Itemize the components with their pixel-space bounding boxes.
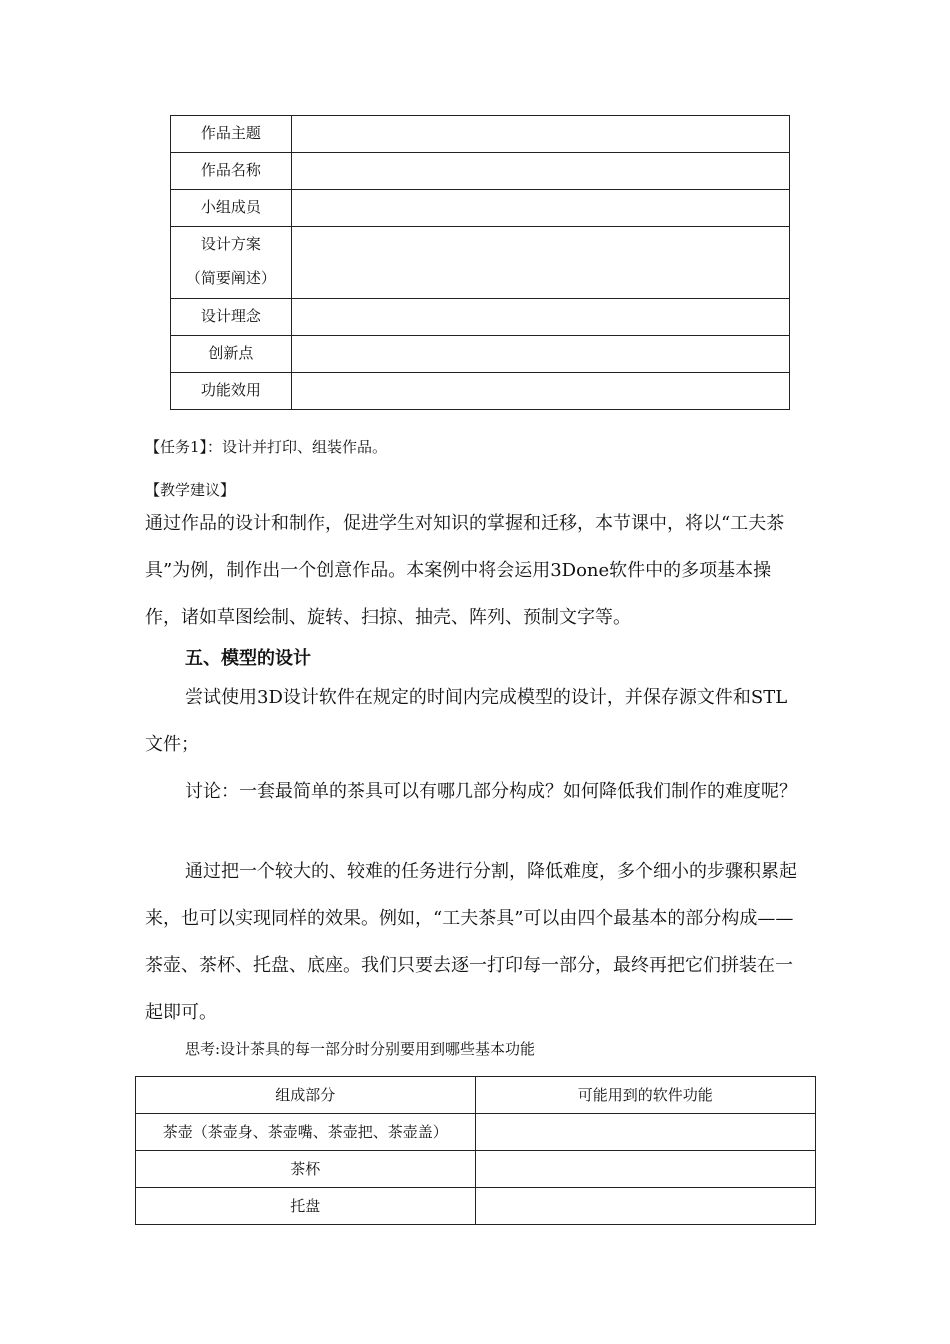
cell-component-tray: 托盘: [136, 1188, 476, 1225]
cell-function-teapot[interactable]: [475, 1114, 816, 1151]
label-function: 功能效用: [171, 373, 292, 410]
para-try: 尝试使用3D设计软件在规定的时间内完成模型的设计，并保存源文件和STL文件；: [145, 687, 788, 755]
label-design-plan: [171, 227, 292, 299]
teaching-suggestion-heading: 【教学建议】: [145, 481, 236, 499]
table-row: [171, 336, 790, 373]
value-design-plan[interactable]: [291, 227, 789, 299]
teaching-suggestion-body: 通过作品的设计和制作，促进学生对知识的掌握和迁移，本节课中，将以“工夫茶具”为例，制作出一个创意作品。本案例中将会运用3Done软件中的多项基本操作，诸如草图绘制、旋转、扫掠、抽壳、阵列、预制文字等。: [145, 513, 785, 628]
header-function: 可能用到的软件功能: [475, 1077, 816, 1114]
para-discuss: 讨论：一套最简单的茶具可以有哪几部分构成？如何降低我们制作的难度呢？: [185, 781, 797, 802]
table-row: [171, 373, 790, 410]
work-info-table: [170, 115, 790, 410]
table-header-row: [136, 1077, 816, 1114]
table-row: [136, 1151, 816, 1188]
para-split: 通过把一个较大的、较难的任务进行分割，降低难度，多个细小的步骤积累起来，也可以实现同样的效果。例如，“工夫茶具”可以由四个最基本的部分构成——茶壶、茶杯、托盘、底座。我们只要去逐一打印每一部分，最终再把它们拼装在一起即可。: [145, 861, 797, 1023]
value-group-members[interactable]: [291, 190, 789, 227]
label-innovation: 创新点: [171, 336, 292, 373]
label-group-members: 小组成员: [171, 190, 292, 227]
cell-component-cup: 茶杯: [136, 1151, 476, 1188]
header-component: 组成部分: [136, 1077, 476, 1114]
section5-heading: 五、模型的设计: [185, 648, 311, 669]
cell-function-cup[interactable]: [475, 1151, 816, 1188]
table-row: [171, 190, 790, 227]
value-work-name[interactable]: [291, 153, 789, 190]
cell-component-teapot: 茶壶（茶壶身、茶壶嘴、茶壶把、茶壶盖）: [136, 1114, 476, 1151]
cell-function-tray[interactable]: [475, 1188, 816, 1225]
parts-table: [135, 1076, 816, 1225]
label-design-plan-line1: 设计方案: [200, 235, 261, 253]
think-text: 思考:设计茶具的每一部分时分别要用到哪些基本功能: [185, 1040, 536, 1058]
label-design-concept: 设计理念: [171, 299, 292, 336]
table-row: [136, 1188, 816, 1225]
label-design-plan-line2: （简要阐述）: [185, 269, 276, 287]
label-work-name: 作品名称: [171, 153, 292, 190]
value-design-concept[interactable]: [291, 299, 789, 336]
value-innovation[interactable]: [291, 336, 789, 373]
value-function[interactable]: [291, 373, 789, 410]
table-row: [136, 1114, 816, 1151]
table-row: [171, 153, 790, 190]
task1-text: 【任务1】：设计并打印、组装作品。: [145, 438, 388, 456]
table-row: [171, 227, 790, 299]
table-row: [171, 299, 790, 336]
table-row: [171, 116, 790, 153]
value-work-theme[interactable]: [291, 116, 789, 153]
label-work-theme: 作品主题: [171, 116, 292, 153]
